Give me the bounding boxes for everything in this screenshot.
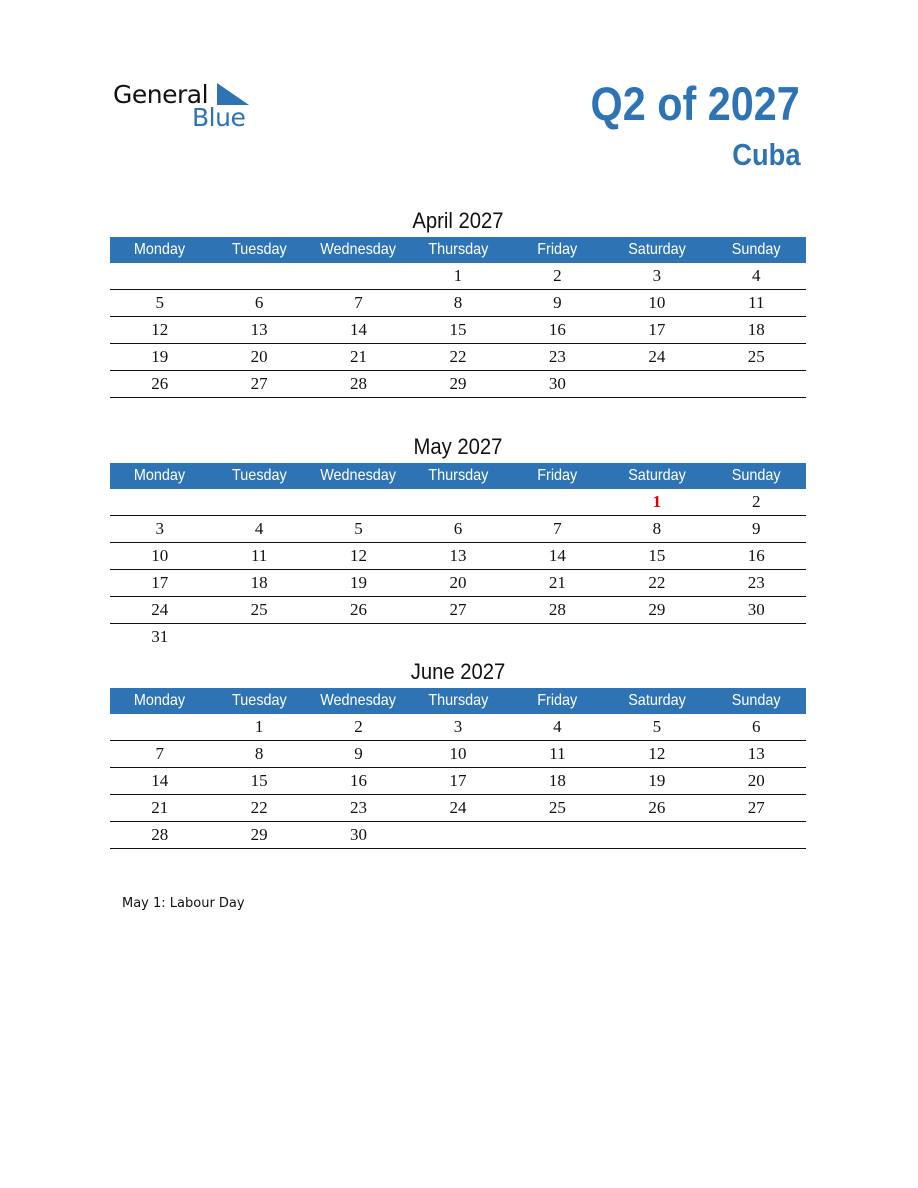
day-cell: 2 — [309, 714, 408, 741]
day-cell: 6 — [209, 290, 308, 317]
day-cell: 9 — [309, 741, 408, 768]
day-cell: 17 — [607, 317, 706, 344]
day-cell: 8 — [209, 741, 308, 768]
day-cell: 22 — [607, 570, 706, 597]
month-april — [110, 205, 806, 398]
calendar-table — [110, 688, 806, 849]
day-cell: 18 — [209, 570, 308, 597]
weekday-header — [508, 688, 607, 714]
weekday-label: Thursday — [427, 692, 488, 709]
day-cell: 18 — [508, 768, 607, 795]
empty-day-cell — [508, 624, 607, 651]
empty-day-cell — [309, 624, 408, 651]
weekday-label: Tuesday — [231, 692, 287, 709]
day-cell: 25 — [707, 344, 806, 371]
empty-day-cell — [707, 822, 806, 849]
empty-day-cell — [408, 489, 507, 516]
day-cell: 24 — [110, 597, 209, 624]
day-cell: 23 — [707, 570, 806, 597]
day-cell: 25 — [508, 795, 607, 822]
day-cell: 30 — [707, 597, 806, 624]
day-cell: 30 — [309, 822, 408, 849]
day-cell: 3 — [408, 714, 507, 741]
day-cell: 4 — [508, 714, 607, 741]
weekday-label: Wednesday — [320, 692, 397, 709]
weekday-header-row — [110, 463, 806, 489]
empty-day-cell — [607, 822, 706, 849]
empty-day-cell — [508, 822, 607, 849]
week-row — [110, 516, 806, 543]
day-cell: 13 — [408, 543, 507, 570]
day-cell: 19 — [110, 344, 209, 371]
empty-day-cell — [408, 624, 507, 651]
day-cell: 16 — [707, 543, 806, 570]
day-cell: 14 — [309, 317, 408, 344]
weekday-header — [607, 688, 706, 714]
month-may — [110, 431, 806, 650]
day-cell: 23 — [508, 344, 607, 371]
day-cell: 12 — [110, 317, 209, 344]
week-row — [110, 317, 806, 344]
country-name: Cuba — [731, 137, 800, 172]
weekday-label: Saturday — [627, 467, 686, 484]
day-cell: 15 — [209, 768, 308, 795]
day-cell: 24 — [408, 795, 507, 822]
day-cell: 15 — [607, 543, 706, 570]
holiday-notes — [122, 896, 245, 911]
weekday-header — [209, 237, 308, 263]
weekday-label: Thursday — [427, 467, 488, 484]
day-cell: 15 — [408, 317, 507, 344]
empty-day-cell — [110, 263, 209, 290]
calendar-table — [110, 463, 806, 650]
day-cell: 4 — [209, 516, 308, 543]
logo-text-general: General — [113, 80, 209, 109]
day-cell: 17 — [408, 768, 507, 795]
week-row — [110, 290, 806, 317]
day-cell: 1 — [408, 263, 507, 290]
day-cell: 2 — [707, 489, 806, 516]
day-cell: 14 — [110, 768, 209, 795]
day-cell: 12 — [309, 543, 408, 570]
day-cell: 27 — [408, 597, 507, 624]
day-cell: 5 — [309, 516, 408, 543]
weekday-header — [607, 463, 706, 489]
weekday-header — [309, 688, 408, 714]
weekday-label: Sunday — [731, 692, 781, 709]
weekday-header — [707, 237, 806, 263]
weekday-header — [110, 688, 209, 714]
day-cell: 26 — [110, 371, 209, 398]
day-cell: 26 — [607, 795, 706, 822]
day-cell: 28 — [309, 371, 408, 398]
day-cell: 25 — [209, 597, 308, 624]
empty-day-cell — [707, 371, 806, 398]
logo-text-blue: Blue — [192, 103, 246, 132]
day-cell: 29 — [607, 597, 706, 624]
day-cell: 11 — [209, 543, 308, 570]
day-cell: 10 — [408, 741, 507, 768]
day-cell: 28 — [508, 597, 607, 624]
month-title: April 2027 — [412, 208, 504, 233]
empty-day-cell — [110, 489, 209, 516]
week-row — [110, 714, 806, 741]
day-cell: 30 — [508, 371, 607, 398]
day-cell: 16 — [309, 768, 408, 795]
day-cell: 27 — [209, 371, 308, 398]
weekday-label: Friday — [537, 692, 578, 709]
day-cell: 13 — [209, 317, 308, 344]
weekday-header — [309, 463, 408, 489]
weekday-header — [209, 688, 308, 714]
weekday-header — [408, 688, 507, 714]
day-cell: 17 — [110, 570, 209, 597]
weekday-label: Wednesday — [320, 241, 397, 258]
weekday-header — [408, 237, 507, 263]
day-cell: 29 — [408, 371, 507, 398]
month-june — [110, 656, 806, 849]
day-cell: 7 — [110, 741, 209, 768]
empty-day-cell — [607, 371, 706, 398]
day-cell: 8 — [408, 290, 507, 317]
empty-day-cell — [110, 714, 209, 741]
weekday-header — [209, 463, 308, 489]
day-cell: 31 — [151, 627, 169, 646]
day-cell: 11 — [707, 290, 806, 317]
day-cell: 5 — [607, 714, 706, 741]
week-row — [110, 597, 806, 624]
weekday-header-row — [110, 688, 806, 714]
week-row — [110, 624, 806, 651]
weekday-header — [707, 463, 806, 489]
day-cell: 4 — [707, 263, 806, 290]
week-row — [110, 570, 806, 597]
day-cell: 8 — [607, 516, 706, 543]
day-cell: 29 — [209, 822, 308, 849]
weekday-header — [607, 237, 706, 263]
week-row — [110, 795, 806, 822]
day-cell: 7 — [508, 516, 607, 543]
week-row — [110, 263, 806, 290]
day-cell: 3 — [110, 516, 209, 543]
month-title: May 2027 — [413, 434, 503, 459]
day-cell: 26 — [309, 597, 408, 624]
holiday-note: May 1: Labour Day — [122, 896, 245, 911]
day-cell: 16 — [508, 317, 607, 344]
day-cell: 19 — [309, 570, 408, 597]
day-cell: 24 — [607, 344, 706, 371]
day-cell: 22 — [209, 795, 308, 822]
empty-day-cell — [508, 489, 607, 516]
day-cell: 9 — [707, 516, 806, 543]
day-cell: 12 — [607, 741, 706, 768]
weekday-header-row — [110, 237, 806, 263]
weekday-header — [110, 463, 209, 489]
day-cell: 3 — [607, 263, 706, 290]
weekday-label: Monday — [134, 467, 186, 484]
weekday-label: Wednesday — [320, 467, 397, 484]
weekday-header — [110, 237, 209, 263]
week-row — [110, 822, 806, 849]
day-cell: 10 — [110, 543, 209, 570]
day-cell: 21 — [110, 795, 209, 822]
empty-day-cell — [209, 624, 308, 651]
logo-triangle-icon — [217, 83, 249, 105]
weekday-header — [707, 688, 806, 714]
day-cell: 2 — [508, 263, 607, 290]
weekday-header — [309, 237, 408, 263]
day-cell: 1 — [209, 714, 308, 741]
day-cell: 21 — [309, 344, 408, 371]
day-cell: 21 — [508, 570, 607, 597]
holiday-day-cell: 1 — [607, 489, 706, 516]
day-cell: 11 — [508, 741, 607, 768]
weekday-label: Sunday — [731, 467, 781, 484]
day-cell: 23 — [309, 795, 408, 822]
day-cell: 27 — [707, 795, 806, 822]
day-cell: 20 — [707, 768, 806, 795]
day-cell: 9 — [508, 290, 607, 317]
empty-day-cell — [209, 263, 308, 290]
weekday-label: Monday — [134, 692, 186, 709]
day-cell: 6 — [707, 714, 806, 741]
day-cell: 7 — [309, 290, 408, 317]
weekday-label: Monday — [134, 241, 186, 258]
week-row — [110, 489, 806, 516]
week-row — [110, 543, 806, 570]
weekday-header — [408, 463, 507, 489]
empty-day-cell — [309, 489, 408, 516]
day-cell: 20 — [408, 570, 507, 597]
day-cell: 5 — [110, 290, 209, 317]
weekday-label: Friday — [537, 241, 578, 258]
page-title: Q2 of 2027 — [590, 77, 800, 130]
empty-day-cell — [408, 822, 507, 849]
week-row — [110, 741, 806, 768]
day-cell: 22 — [408, 344, 507, 371]
empty-day-cell — [607, 624, 706, 651]
week-row — [110, 344, 806, 371]
day-cell: 6 — [408, 516, 507, 543]
week-row — [110, 768, 806, 795]
day-cell: 20 — [209, 344, 308, 371]
weekday-label: Saturday — [627, 241, 686, 258]
weekday-label: Friday — [537, 467, 578, 484]
day-cell: 10 — [607, 290, 706, 317]
general-blue-logo — [113, 80, 253, 130]
day-cell: 13 — [707, 741, 806, 768]
weekday-label: Tuesday — [231, 467, 287, 484]
weekday-label: Tuesday — [231, 241, 287, 258]
empty-day-cell — [309, 263, 408, 290]
weekday-header — [508, 237, 607, 263]
day-cell: 19 — [607, 768, 706, 795]
day-cell: 28 — [110, 822, 209, 849]
empty-day-cell — [209, 489, 308, 516]
day-cell: 18 — [707, 317, 806, 344]
weekday-header — [508, 463, 607, 489]
weekday-label: Sunday — [731, 241, 781, 258]
week-row — [110, 371, 806, 398]
day-cell: 14 — [508, 543, 607, 570]
weekday-label: Saturday — [627, 692, 686, 709]
empty-day-cell — [707, 624, 806, 651]
weekday-label: Thursday — [427, 241, 488, 258]
calendar-table — [110, 237, 806, 398]
month-title: June 2027 — [410, 659, 506, 684]
